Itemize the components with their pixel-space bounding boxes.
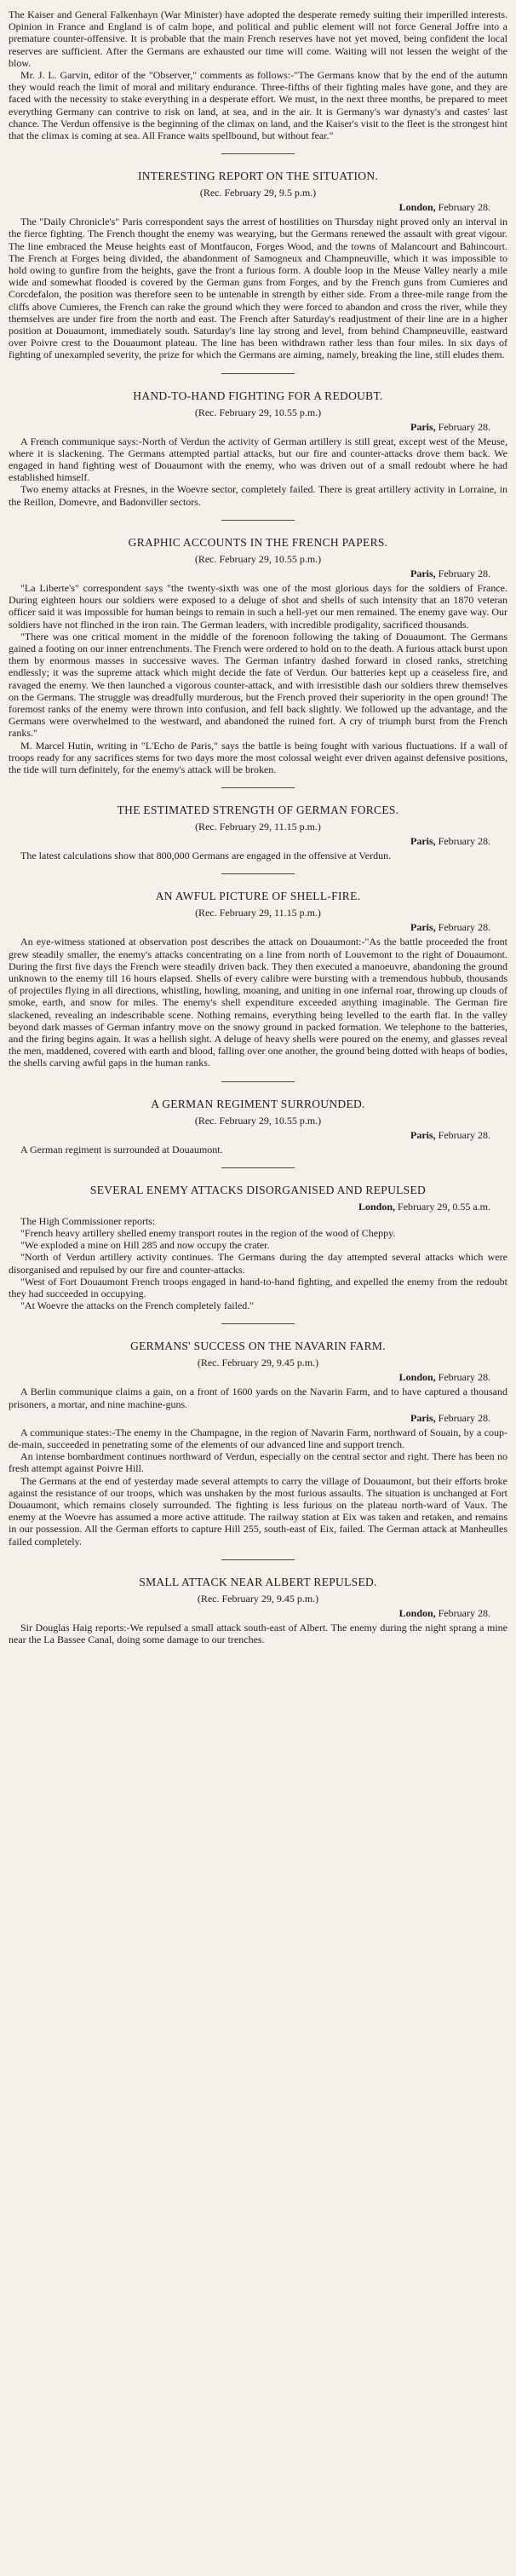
divider-rule bbox=[221, 873, 295, 874]
dateline bbox=[9, 1371, 507, 1384]
dateline-date: February 29, 0.55 a.m. bbox=[398, 1200, 490, 1213]
dateline-date: February 28. bbox=[438, 921, 490, 934]
intro-article bbox=[9, 9, 507, 141]
dateline bbox=[9, 201, 507, 214]
article-graphic-accounts bbox=[9, 520, 507, 775]
headline: A GERMAN REGIMENT SURROUNDED. bbox=[151, 1097, 365, 1110]
headline: GRAPHIC ACCOUNTS IN THE FRENCH PAPERS. bbox=[128, 535, 388, 549]
article-paragraph: "North of Verdun artillery activity continues. The Germans during the day attempted several attacks which were disorganised and repulsed by our fire and counter-attacks. bbox=[9, 1251, 507, 1276]
article-paragraph: The latest calculations show that 800,000 Germans are engaged in the offensive at Verdun. bbox=[20, 850, 392, 862]
divider-rule bbox=[221, 153, 295, 154]
article-paragraph: An eye-witness stationed at observation post describes the attack on Douaumont:-"As the battle proceeded the front grew steadily smaller, the enemy's attacks concentrating on a line from north of Louvemont to the right of Douaumont. During the first five days the French were steadily driven back. They then executed a manoeuvre, abandoning the ground unknown to the enemy till 16 hours elapsed. Shells of every calibre were bursting with a tremendous hubbub, thousands of projectiles flying in all directions, whistling, howling, moaning, and uniting in one infernal roar, throwing up clouds of smoke, earth, and snow for miles. The enemy's shell expenditure exceeded anything imaginable. The German fire slackened, revealing an indescribable scene. Nothing remains, everything being levelled to the earth flat. In the valley beyond dark masses of German infantry move on the snowy ground in packed formation. We telephone to the batteries, and the firing begins again. It was a hellish sight. A deluge of heavy shells were poured on the enemy, and glasses reveal the men, maddened, covered with earth and blood, falling over one another, the ground being dotted with heaps of bodies, the shells carving awful gaps in the human ranks. bbox=[9, 936, 507, 1069]
divider-rule bbox=[221, 787, 295, 788]
received-line: (Rec. February 29, 9.45 p.m.) bbox=[197, 1357, 319, 1369]
article-paragraph: Sir Douglas Haig reports:-We repulsed a small attack south-east of Albert. The enemy during the night sprang a mine near the La Bassee Canal, doing some damage to our trenches. bbox=[9, 1621, 507, 1646]
dateline-place: Paris, bbox=[410, 1411, 436, 1424]
intro-paragraph: The Kaiser and General Falkenhayn (War Minister) have adopted the desperate remedy suiting their imperilled interests. Opinion in France and England is of calm hope, and political and public element will not force General Joffre into a premature counter-offensive. It is probable that the main French reserves have not yet moved, being confident the local reserves are sufficient. After the Germans are exhausted our time will come. Waiting will not lessen the weight of the blow. bbox=[9, 9, 507, 69]
article-paragraph: The High Commissioner reports: bbox=[20, 1214, 156, 1227]
dateline-date: February 28. bbox=[438, 201, 490, 214]
divider-rule bbox=[221, 1167, 295, 1168]
article-paragraph: "West of Fort Douaumont French troops engaged in hand-to-hand fighting, and expelled the enemy from the redoubt they had succeeded in occupying. bbox=[9, 1275, 507, 1300]
divider-rule bbox=[221, 1323, 295, 1324]
received-line: (Rec. February 29, 10.55 p.m.) bbox=[194, 406, 322, 418]
headline: HAND-TO-HAND FIGHTING FOR A REDOUBT. bbox=[133, 389, 383, 402]
dateline-date: February 28. bbox=[438, 1128, 490, 1141]
article-albert-repulsed bbox=[9, 1559, 507, 1645]
received-line: (Rec. February 29, 11.15 p.m.) bbox=[195, 821, 321, 833]
article-paragraph: Two enemy attacks at Fresnes, in the Woevre sector, completely failed. There is great artillery activity in Lorraine, in the Reillon, Domevre, and Badonviller sectors. bbox=[9, 483, 507, 508]
article-paragraph: The Germans at the end of yesterday made several attempts to carry the village of Douaumont, but their efforts broke against the resistance of our troops, which was unshaken by the most furious assaults. The situation is unchanged at Fort Douaumont, which remains closely surrounded. The fighting is less furious on the plateau north-ward of Vaux. The enemy at the Woevre has assumed a more active attitude. The railway station at Eix was taken and retaken, and remains in our possession. All the German efforts to capture Hill 255, south-east of Eix, failed. The German attack at Manheulles failed completely. bbox=[9, 1474, 507, 1547]
dateline-date: February 28. bbox=[438, 835, 490, 848]
divider-rule bbox=[221, 373, 295, 374]
intro-paragraph: Mr. J. L. Garvin, editor of the "Observer," comments as follows:-"The Germans know that by the end of the autumn they would reach the limit of moral and military endurance. Three-fifths of their fighting males have gone, and they are faced with the necessity to stake everything in a desperate effort. We must, in the next three months, be prepared to meet everything Germany can contrive to risk on land, at sea, and in the air. It is Germany's war dynasty's and castes' last chance. The Verdun offensive is the beginning of the climax on land, and the Kaiser's visit to the fleet is the strongest hint that the climax is coming at sea. All France waits spellbound, but without fear." bbox=[9, 69, 507, 142]
article-hand-to-hand bbox=[9, 373, 507, 508]
headline: SEVERAL ENEMY ATTACKS DISORGANISED AND REPULSED bbox=[89, 1183, 427, 1196]
dateline-place: Paris, bbox=[410, 1128, 436, 1141]
dateline bbox=[9, 1201, 507, 1213]
received-line: (Rec. February 29, 11.15 p.m.) bbox=[195, 907, 321, 919]
dateline-date: February 28. bbox=[438, 1371, 490, 1384]
article-paragraph: "La Liberte's" correspondent says "the twenty-sixth was one of the most glorious days for the soldiers of France. During eighteen hours our soldiers were exposed to a deluge of shot and shells of such intensity that an 1870 veteran officer said it was impossible for human beings to remain in such a hell-yet our men remained. The enemy gave way. Our soldiers have not flinched in the iron rain. The German leaders, with incredible prodigality, sacrificed thousands. bbox=[9, 581, 507, 631]
dateline bbox=[9, 1129, 507, 1142]
received-line: (Rec. February 29, 9.5 p.m.) bbox=[199, 187, 317, 199]
dateline-place: London, bbox=[398, 201, 436, 214]
divider-rule bbox=[221, 1081, 295, 1082]
received-line: (Rec. February 29, 10.55 p.m.) bbox=[194, 1114, 322, 1127]
dateline-place: London, bbox=[358, 1200, 396, 1213]
dateline-place: Paris, bbox=[410, 835, 436, 848]
dateline-date: February 28. bbox=[438, 567, 490, 579]
divider-rule bbox=[221, 1559, 295, 1560]
headline: AN AWFUL PICTURE OF SHELL-FIRE. bbox=[155, 890, 361, 903]
received-line: (Rec. February 29, 10.55 p.m.) bbox=[194, 552, 322, 565]
headline: SMALL ATTACK NEAR ALBERT REPULSED. bbox=[139, 1575, 377, 1588]
dateline bbox=[9, 1607, 507, 1620]
dateline-date: February 28. bbox=[438, 1411, 490, 1424]
article-paragraph: A German regiment is surrounded at Douaumont. bbox=[20, 1143, 223, 1155]
article-interesting-report bbox=[9, 153, 507, 360]
dateline-place: Paris, bbox=[410, 921, 436, 934]
dateline bbox=[9, 921, 507, 934]
dateline bbox=[9, 1412, 507, 1425]
headline: GERMANS' SUCCESS ON THE NAVARIN FARM. bbox=[130, 1340, 386, 1353]
dateline bbox=[9, 421, 507, 434]
article-estimated-strength bbox=[9, 787, 507, 862]
article-navarin-farm bbox=[9, 1323, 507, 1547]
article-paragraph: A Berlin communique claims a gain, on a front of 1600 yards on the Navarin Farm, and to have captured a thousand prisoners, a mortar, and nine machine-guns. bbox=[9, 1386, 507, 1410]
article-paragraph: A French communique says:-North of Verdun the activity of German artillery is still great, except west of the Meuse, where it is slackening. The Germans attempted partial attacks, but our fire and counter-attacks drove them back. We engaged in hand fighting west of Douaumont with the enemy, who was driven out of a small redoubt where he had established himself. bbox=[9, 435, 507, 484]
dateline bbox=[9, 568, 507, 580]
article-regiment-surrounded bbox=[9, 1081, 507, 1155]
article-paragraph: "We exploded a mine on Hill 285 and now occupy the crater. bbox=[20, 1239, 270, 1252]
article-paragraph: M. Marcel Hutin, writing in "L'Echo de Paris," says the battle is being fought with various fluctuations. If a wall of troops ready for any sacrifices stems for two days more the most colossal weight ever driven against defensive positions, the tide will turn definitely, for the enemy's attack will be broken. bbox=[9, 739, 507, 775]
dateline-place: London, bbox=[398, 1371, 436, 1384]
dateline-place: Paris, bbox=[410, 420, 436, 433]
headline: THE ESTIMATED STRENGTH OF GERMAN FORCES. bbox=[117, 804, 399, 817]
dateline bbox=[9, 835, 507, 848]
article-shell-fire bbox=[9, 873, 507, 1069]
article-paragraph: An intense bombardment continues northward of Verdun, especially on the central sector and right. There has been no fresh attempt against Poivre Hill. bbox=[9, 1450, 507, 1475]
dateline-place: London, bbox=[398, 1606, 436, 1619]
article-paragraph: A communique states:-The enemy in the Champagne, in the region of Navarin Farm, northward of Souain, by a coup-de-main, succeeded in penetrating some of the elements of our advanced line and support trench. bbox=[9, 1426, 507, 1451]
article-paragraph: "At Woevre the attacks on the French completely failed." bbox=[20, 1300, 255, 1312]
article-paragraph: "French heavy artillery shelled enemy transport routes in the region of the wood of Cheppy. bbox=[20, 1226, 396, 1239]
headline: INTERESTING REPORT ON THE SITUATION. bbox=[137, 170, 379, 183]
dateline-place: Paris, bbox=[410, 567, 436, 579]
article-attacks-repulsed bbox=[9, 1167, 507, 1312]
article-paragraph: "There was one critical moment in the middle of the forenoon following the taking of Douaumont. The Germans gained a footing on our inner entrenchments. The French were ordered to hold on to the death. A furious attack burst upon them by enormous masses in successive waves. The German infantry dashed forward in closed ranks, stretching endlessly; it was the supreme attack which might decide the fate of Verdun. Our batteries kept up a ceaseless fire, and ravaged the enemy. We then launched a vigorous counter-attack, and with irresistible dash our soldiers threw themselves on the Germans. The struggle was dreadfully murderous, but the French proved their superiority in the open ground! The foremost ranks of the enemy were thrown into confusion, and fell back slightly. We followed up the advantage, and the Germans were overwhelmed to the westward, and abandoned the ruined fort. A cry of triumph burst from the French ranks." bbox=[9, 630, 507, 740]
dateline-date: February 28. bbox=[438, 1606, 490, 1619]
article-paragraph: The "Daily Chronicle's" Paris correspondent says the arrest of hostilities on Thursday night proved only an interval in the fierce fighting. The French thought the enemy was wearying, but the Germans renewed the assault with great vigour. The line embraced the Meuse heights east of Montfaucon, Forges Wood, and the towns of Malancourt and Bahincourt. The French at Forges being divided, the abandonment of Samogneux and Champneuville, which it was impossible to hold owing to gunfire from the heights, gave the front a furious form. A double loop in the Meuse Valley nearly a mile wide and somewhat flooded is covered by the German guns from Forges, and by the French guns from Cumieres and Corcdefalon, the position was therefore seen to be untenable in strength by either side. From a three-mile range from the cliffs above Cumieres, the French can rake the ground which they were forced to abandon and cross the river, while they themselves are under fire from the north and east. The French after Saturday's readjustment of their line are in a higher position at Douaumont, immediately south. Saturday's line lay strong and level, from behind Champneuville, eastward over Poivre crest to the Douaumont plateau. The line has been withdrawn rather less than four miles. In six days of fighting of unexampled severity, the prize for which the Germans are aiming, namely, breaking the line, still eludes them. bbox=[9, 216, 507, 361]
divider-rule bbox=[221, 520, 295, 521]
received-line: (Rec. February 29, 9.45 p.m.) bbox=[197, 1592, 319, 1605]
dateline-date: February 28. bbox=[438, 420, 490, 433]
